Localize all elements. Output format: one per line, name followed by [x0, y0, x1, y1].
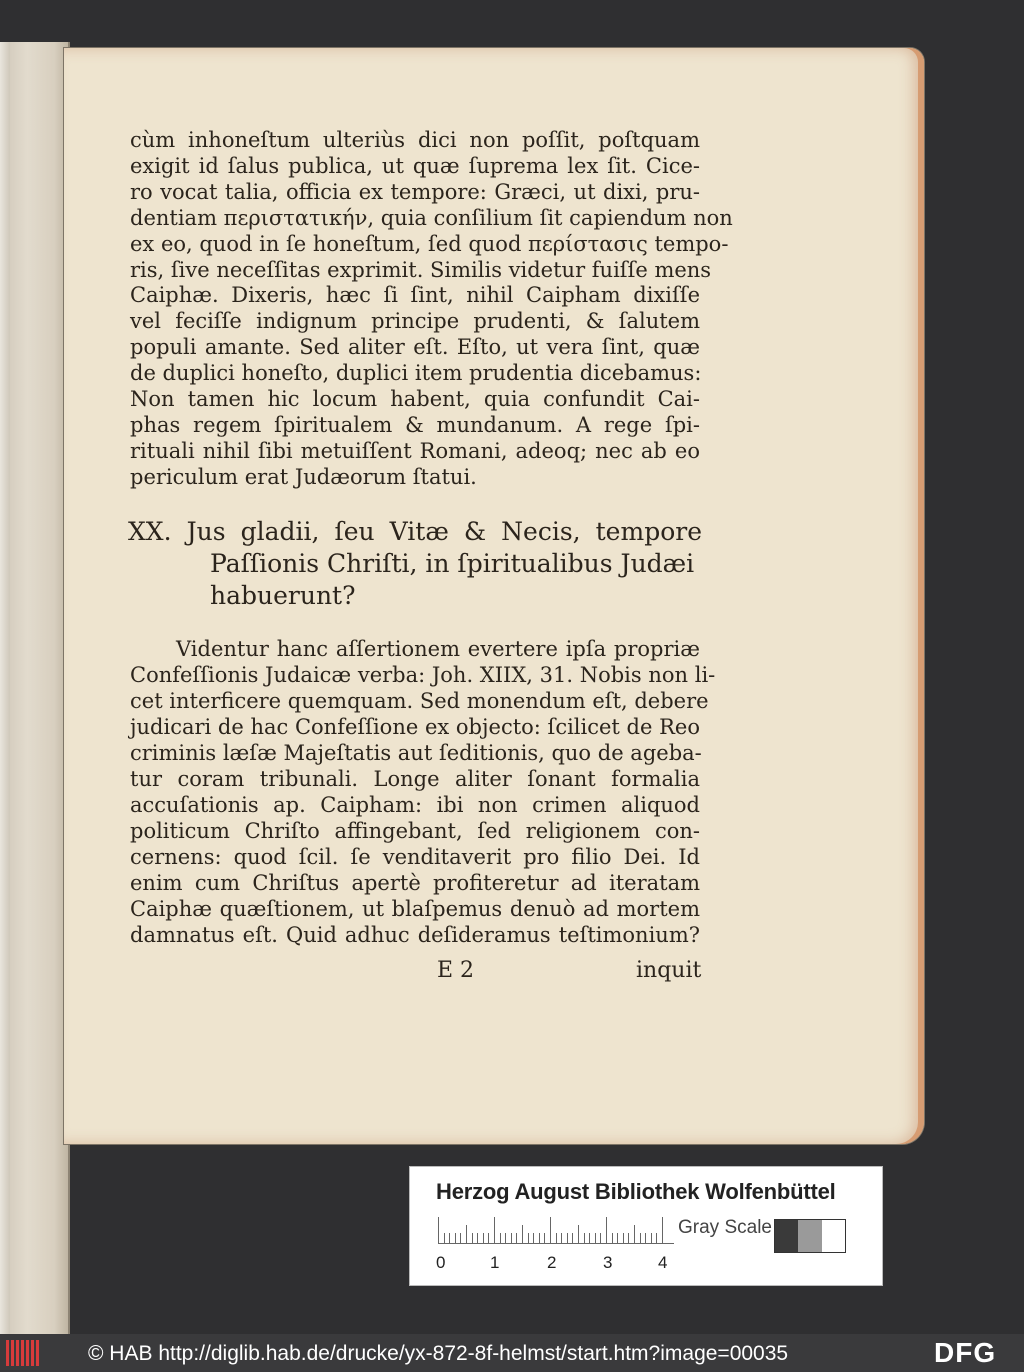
copyright-url[interactable]: © HAB http://diglib.hab.de/drucke/yx-872-8f-helmst/start.htm?image=00035 [88, 1342, 789, 1365]
ruler-tick [578, 1225, 579, 1243]
ruler-number: 0 [436, 1253, 446, 1272]
gray-scale-swatches [774, 1219, 846, 1253]
ruler-tick [539, 1233, 540, 1243]
ruler-number: 4 [658, 1253, 668, 1272]
gray-swatch [822, 1220, 845, 1252]
text-line: dentiam περιστατικήν, quia conſilium ſit capiendum non [130, 205, 733, 230]
ruler-tick [516, 1233, 517, 1243]
ruler-tick [500, 1233, 501, 1243]
ruler-tick [645, 1233, 646, 1243]
dfg-logo: DFG [934, 1337, 997, 1368]
ruler-tick [444, 1233, 445, 1243]
ruler-number: 1 [490, 1253, 500, 1272]
ruler-tick [606, 1217, 607, 1243]
heading-line: XX. Jus gladii, ſeu Vitæ & Necis, tempore [128, 517, 702, 546]
ruler-tick [561, 1233, 562, 1243]
gray-swatch [798, 1220, 821, 1252]
heading-line: Paſſionis Chriſti, in ſpiritualibus Judæi [210, 549, 695, 578]
color-calibration-card [409, 1166, 883, 1286]
ruler-tick [612, 1233, 613, 1243]
text-line: accuſationis ap. Caipham: ibi non crimen aliquod [130, 793, 700, 817]
ruler-tick [483, 1233, 484, 1243]
text-line: vel feciſſe indignum principe prudenti, & ſalutem [130, 309, 700, 334]
ruler-tick [460, 1233, 461, 1243]
ruler-tick [544, 1233, 545, 1243]
text-line: cernens: quod ſcil. ſe venditaverit pro filio Dei. Id [130, 845, 700, 869]
hab-logo-icon [6, 1340, 44, 1366]
ruler-tick [572, 1233, 573, 1243]
ruler-tick [662, 1217, 663, 1243]
scale-ruler [438, 1217, 674, 1244]
ruler-tick [617, 1233, 618, 1243]
text-line: populi amante. Sed aliter eſt. Eſto, ut vera ſint, quæ [130, 335, 700, 360]
text-line: Caiphæ quæſtionem, ut blaſpemus denuò ad mortem [130, 897, 700, 921]
facing-page-edge [0, 42, 70, 1340]
text-line: ro vocat talia, officia ex tempore: Græci, ut dixi, pru- [130, 179, 700, 204]
text-line: cùm inhoneſtum ulteriùs dici non poſſit, poſtquam [130, 128, 700, 152]
text-line: ris, ſive neceſſitas exprimit. Similis videtur fuiſſe mens [130, 257, 712, 282]
text-line: tur coram tribunali. Longe aliter ſonant formalia [130, 767, 700, 791]
text-line: Confeſſionis Judaicæ verba: Joh. XIIX, 31. Nobis non li- [130, 663, 716, 687]
text-line: judicari de hac Confeſſione ex objecto: ſcilicet de Reo [130, 715, 700, 739]
gray-scale-label: Gray Scale [678, 1217, 772, 1238]
gray-swatch [775, 1220, 798, 1252]
text-line: damnatus eſt. Quid adhuc deſideramus teſtimonium? [130, 923, 700, 947]
ruler-tick [449, 1233, 450, 1243]
text-line: Non tamen hic locum habent, quia confundit Cai- [130, 387, 700, 412]
ruler-tick [640, 1233, 641, 1243]
text-line: cet interficere quemquam. Sed monendum eſt, debere [130, 689, 709, 713]
ruler-tick [656, 1233, 657, 1243]
library-name: Herzog August Bibliothek Wolfenbüttel [436, 1179, 836, 1204]
facing-page-margin [0, 42, 10, 1340]
text-line: periculum erat Judæorum ſtatui. [130, 464, 477, 489]
ruler-tick [651, 1233, 652, 1243]
text-line: exigit id ſalus publica, ut quæ ſuprema lex ſit. Cice- [130, 153, 700, 178]
ruler-tick [511, 1233, 512, 1243]
ruler-tick [533, 1233, 534, 1243]
ruler-tick [623, 1233, 624, 1243]
ruler-tick [550, 1217, 551, 1243]
text-line: criminis læſæ Majeſtatis aut ſeditionis, quo de ageba- [130, 741, 702, 765]
ruler-tick [472, 1233, 473, 1243]
ruler-tick [595, 1233, 596, 1243]
catchword: inquit [636, 958, 702, 983]
ruler-tick [466, 1225, 467, 1243]
heading-line: habuerunt? [210, 581, 356, 610]
text-line: Caiphæ. Dixeris, hæc ſi ſint, nihil Caipham dixiſſe [130, 283, 700, 308]
text-line: politicum Chriſto affingebant, ſed religionem con- [130, 819, 700, 843]
paragraph-1 [130, 128, 733, 491]
text-line: enim cum Chriſtus apertè profiteretur ad iteratam [130, 871, 700, 895]
ruler-tick [567, 1233, 568, 1243]
text-line: de duplici honeſto, duplici item prudentia dicebamus: [130, 361, 702, 386]
ruler-tick [505, 1233, 506, 1243]
text-line: ex eo, quod in ſe honeſtum, ſed quod περίστασις tempo- [130, 231, 729, 256]
footer-bar [0, 1334, 1024, 1372]
ruler-tick [488, 1233, 489, 1243]
signature-mark: E 2 [437, 958, 475, 983]
ruler-tick [556, 1233, 557, 1243]
ruler-tick [455, 1233, 456, 1243]
text-line: phas regem ſpiritualem & mundanum. A rege ſpi- [130, 412, 700, 437]
ruler-tick [628, 1233, 629, 1243]
ruler-tick [477, 1233, 478, 1243]
section-heading [128, 516, 702, 612]
ruler-tick [528, 1233, 529, 1243]
ruler-tick [600, 1233, 601, 1243]
ruler-number: 2 [547, 1253, 557, 1272]
ruler-tick [589, 1233, 590, 1243]
text-line: rituali nihil ſibi metuiſſent Romani, adeoq; nec ab eo [130, 438, 700, 463]
paragraph-2 [130, 636, 716, 948]
text-line: Videntur hanc aſſertionem evertere ipſa propriæ [176, 637, 700, 661]
ruler-tick [584, 1233, 585, 1243]
ruler-tick [634, 1225, 635, 1243]
ruler-tick [522, 1225, 523, 1243]
ruler-number: 3 [603, 1253, 613, 1272]
ruler-tick [494, 1217, 495, 1243]
ruler-tick [438, 1217, 439, 1243]
